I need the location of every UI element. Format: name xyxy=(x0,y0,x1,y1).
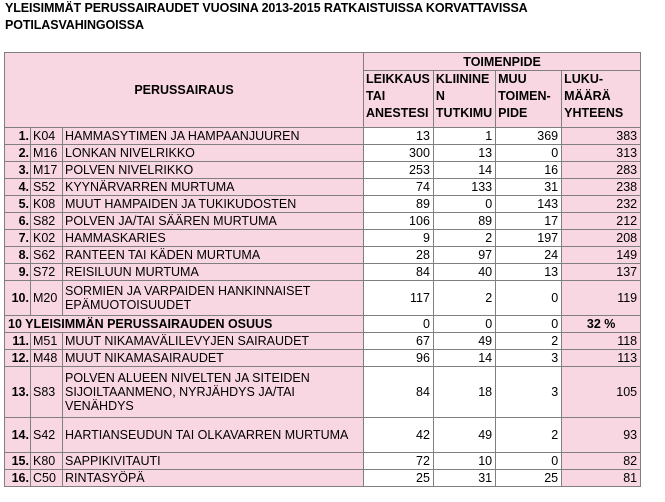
value-yhteensa: 232 xyxy=(562,196,641,213)
value-kliininen: 1 xyxy=(433,128,495,145)
summary-kliininen: 0 xyxy=(433,316,495,333)
value-yhteensa: 119 xyxy=(562,281,641,316)
disease-name: LONKAN NIVELRIKKO xyxy=(63,145,364,162)
value-kliininen: 13 xyxy=(433,145,495,162)
value-muu: 16 xyxy=(496,162,562,179)
disease-code: S83 xyxy=(31,367,63,418)
value-muu: 0 xyxy=(496,281,562,316)
table-row xyxy=(5,230,641,247)
disease-code: K08 xyxy=(31,196,63,213)
value-muu: 369 xyxy=(496,128,562,145)
value-leikkaus: 67 xyxy=(364,333,434,350)
value-yhteensa: 383 xyxy=(562,128,641,145)
value-yhteensa: 118 xyxy=(562,333,641,350)
header-yhteensa: LUKU- MÄÄRÄ YHTEENS xyxy=(562,71,641,128)
value-muu: 24 xyxy=(496,247,562,264)
value-leikkaus: 96 xyxy=(364,350,434,367)
row-index: 9. xyxy=(5,264,31,281)
disease-code: K02 xyxy=(31,230,63,247)
disease-name: HAMMASYTIMEN JA HAMPAANJUUREN xyxy=(63,128,364,145)
value-leikkaus: 253 xyxy=(364,162,434,179)
disease-name: HARTIANSEUDUN TAI OLKAVARREN MURTUMA xyxy=(63,418,364,453)
row-index: 14. xyxy=(5,418,31,453)
disease-code: M48 xyxy=(31,350,63,367)
row-index: 5. xyxy=(5,196,31,213)
value-yhteensa: 283 xyxy=(562,162,641,179)
value-yhteensa: 149 xyxy=(562,247,641,264)
value-leikkaus: 25 xyxy=(364,470,434,487)
value-yhteensa: 82 xyxy=(562,453,641,470)
value-leikkaus: 89 xyxy=(364,196,434,213)
value-muu: 143 xyxy=(496,196,562,213)
value-kliininen: 31 xyxy=(433,470,495,487)
table-row xyxy=(5,179,641,196)
value-kliininen: 2 xyxy=(433,281,495,316)
disease-name: SAPPIKIVITAUTI xyxy=(63,453,364,470)
value-muu: 197 xyxy=(496,230,562,247)
header-row-group xyxy=(5,53,641,71)
disease-code: S72 xyxy=(31,264,63,281)
value-kliininen: 10 xyxy=(433,453,495,470)
value-yhteensa: 212 xyxy=(562,213,641,230)
disease-code: M51 xyxy=(31,333,63,350)
disease-code: S42 xyxy=(31,418,63,453)
disease-name: RINTASYÖPÄ xyxy=(63,470,364,487)
value-muu: 0 xyxy=(496,453,562,470)
value-kliininen: 49 xyxy=(433,418,495,453)
value-leikkaus: 106 xyxy=(364,213,434,230)
disease-name: RANTEEN TAI KÄDEN MURTUMA xyxy=(63,247,364,264)
disease-code: M17 xyxy=(31,162,63,179)
value-kliininen: 0 xyxy=(433,196,495,213)
row-index: 7. xyxy=(5,230,31,247)
table-row xyxy=(5,213,641,230)
disease-name: POLVEN JA/TAI SÄÄREN MURTUMA xyxy=(63,213,364,230)
table-row xyxy=(5,418,641,453)
value-leikkaus: 28 xyxy=(364,247,434,264)
row-index: 15. xyxy=(5,453,31,470)
value-muu: 3 xyxy=(496,367,562,418)
disease-name: MUUT NIKAMASAIRAUDET xyxy=(63,350,364,367)
disease-table xyxy=(4,52,641,487)
value-leikkaus: 117 xyxy=(364,281,434,316)
value-leikkaus: 84 xyxy=(364,367,434,418)
disease-code: K80 xyxy=(31,453,63,470)
disease-name: MUUT NIKAMAVÄLILEVYJEN SAIRAUDET xyxy=(63,333,364,350)
table-row xyxy=(5,281,641,316)
value-yhteensa: 81 xyxy=(562,470,641,487)
disease-code: M16 xyxy=(31,145,63,162)
value-muu: 13 xyxy=(496,264,562,281)
value-kliininen: 89 xyxy=(433,213,495,230)
value-yhteensa: 113 xyxy=(562,350,641,367)
value-leikkaus: 9 xyxy=(364,230,434,247)
disease-code: S82 xyxy=(31,213,63,230)
row-index: 13. xyxy=(5,367,31,418)
value-muu: 2 xyxy=(496,418,562,453)
value-muu: 31 xyxy=(496,179,562,196)
table-row xyxy=(5,367,641,418)
disease-code: S52 xyxy=(31,179,63,196)
value-leikkaus: 42 xyxy=(364,418,434,453)
value-kliininen: 40 xyxy=(433,264,495,281)
table-row xyxy=(5,453,641,470)
disease-name: POLVEN ALUEEN NIVELTEN JA SITEIDEN SIJOILTAANMENO, NYRJÄHDYS JA/TAI VENÄHDYS xyxy=(63,367,364,418)
disease-name: HAMMASKARIES xyxy=(63,230,364,247)
disease-name: POLVEN NIVELRIKKO xyxy=(63,162,364,179)
header-toimenpide: TOIMENPIDE xyxy=(364,53,641,71)
value-muu: 17 xyxy=(496,213,562,230)
summary-muu: 0 xyxy=(496,316,562,333)
value-muu: 3 xyxy=(496,350,562,367)
summary-leikkaus: 0 xyxy=(364,316,434,333)
value-muu: 2 xyxy=(496,333,562,350)
value-muu: 25 xyxy=(496,470,562,487)
table-row xyxy=(5,264,641,281)
table-row xyxy=(5,162,641,179)
row-index: 4. xyxy=(5,179,31,196)
summary-label: 10 YLEISIMMÄN PERUSSAIRAUDEN OSUUS xyxy=(5,316,364,333)
page-title: YLEISIMMÄT PERUSSAIRAUDET VUOSINA 2013-2015 RATKAISTUISSA KORVATTAVISSA POTILASVAHINGOISSA xyxy=(5,1,528,32)
value-leikkaus: 84 xyxy=(364,264,434,281)
summary-osuus: 32 % xyxy=(562,316,641,333)
row-index: 6. xyxy=(5,213,31,230)
value-kliininen: 49 xyxy=(433,333,495,350)
value-yhteensa: 137 xyxy=(562,264,641,281)
table-row xyxy=(5,145,641,162)
disease-code: S62 xyxy=(31,247,63,264)
row-index: 12. xyxy=(5,350,31,367)
value-kliininen: 133 xyxy=(433,179,495,196)
row-index: 10. xyxy=(5,281,31,316)
table-row xyxy=(5,247,641,264)
value-yhteensa: 93 xyxy=(562,418,641,453)
summary-row xyxy=(5,316,641,333)
header-leikkaus: LEIKKAUS TAI ANESTESI xyxy=(364,71,434,128)
header-perussairaus: PERUSSAIRAUS xyxy=(5,53,364,128)
value-muu: 0 xyxy=(496,145,562,162)
row-index: 16. xyxy=(5,470,31,487)
value-kliininen: 18 xyxy=(433,367,495,418)
value-yhteensa: 313 xyxy=(562,145,641,162)
table-row xyxy=(5,128,641,145)
value-kliininen: 14 xyxy=(433,162,495,179)
value-leikkaus: 72 xyxy=(364,453,434,470)
table-row xyxy=(5,333,641,350)
row-index: 11. xyxy=(5,333,31,350)
table-body-top10 xyxy=(5,128,641,316)
value-kliininen: 14 xyxy=(433,350,495,367)
disease-name: KYYNÄRVARREN MURTUMA xyxy=(63,179,364,196)
header-kliininen: KLIININE N TUTKIMU xyxy=(433,71,495,128)
value-leikkaus: 300 xyxy=(364,145,434,162)
disease-code: C50 xyxy=(31,470,63,487)
disease-code: K04 xyxy=(31,128,63,145)
value-leikkaus: 74 xyxy=(364,179,434,196)
value-yhteensa: 105 xyxy=(562,367,641,418)
row-index: 8. xyxy=(5,247,31,264)
value-yhteensa: 208 xyxy=(562,230,641,247)
row-index: 2. xyxy=(5,145,31,162)
table-row xyxy=(5,350,641,367)
value-yhteensa: 238 xyxy=(562,179,641,196)
table-row xyxy=(5,470,641,487)
value-kliininen: 97 xyxy=(433,247,495,264)
row-index: 3. xyxy=(5,162,31,179)
disease-name: MUUT HAMPAIDEN JA TUKIKUDOSTEN xyxy=(63,196,364,213)
row-index: 1. xyxy=(5,128,31,145)
table-row xyxy=(5,196,641,213)
value-kliininen: 2 xyxy=(433,230,495,247)
disease-name: SORMIEN JA VARPAIDEN HANKINNAISET EPÄMUOTOISUUDET xyxy=(63,281,364,316)
table-body-rest xyxy=(5,333,641,487)
header-muu: MUU TOIMEN- PIDE xyxy=(496,71,562,128)
value-leikkaus: 13 xyxy=(364,128,434,145)
disease-name: REISILUUN MURTUMA xyxy=(63,264,364,281)
disease-code: M20 xyxy=(31,281,63,316)
